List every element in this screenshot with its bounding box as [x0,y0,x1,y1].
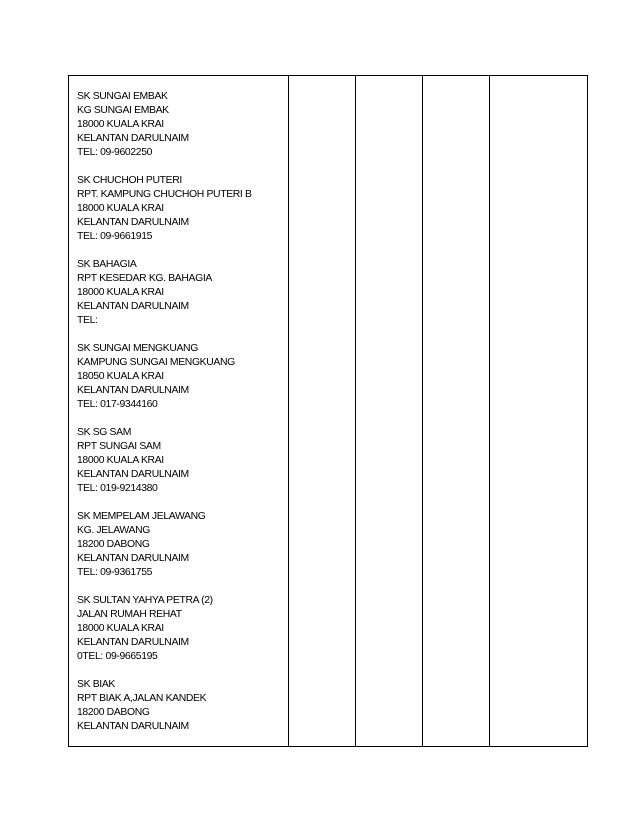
school-table [68,75,588,747]
school-entry [77,510,288,580]
school-entry [77,258,288,328]
state: KELANTAN DARULNAIM [77,385,189,396]
address-line: JALAN RUMAH REHAT [77,609,182,620]
address-line: RPT. KAMPUNG CHUCHOH PUTERI B [77,189,252,200]
address-line: RPT BIAK A,JALAN KANDEK [77,693,207,704]
postcode-city: 18000 KUALA KRAI [77,119,164,130]
state: KELANTAN DARULNAIM [77,553,189,564]
empty-cell [423,76,490,747]
phone: TEL: 019-9214380 [77,483,158,494]
address-line: KG. JELAWANG [77,525,150,536]
school-entry [77,174,288,244]
postcode-city: 18200 DABONG [77,539,150,550]
phone: TEL: 09-9602250 [77,147,153,158]
address-line: RPT SUNGAI SAM [77,441,161,452]
school-list [69,76,288,734]
school-name: SK BIAK [77,679,115,690]
postcode-city: 18000 KUALA KRAI [77,203,164,214]
state: KELANTAN DARULNAIM [77,637,189,648]
address-line: KAMPUNG SUNGAI MENGKUANG [77,357,235,368]
postcode-city: 18200 DABONG [77,707,150,718]
school-entry [77,594,288,664]
school-name: SK CHUCHOH PUTERI [77,175,182,186]
school-name: SK BAHAGIA [77,259,137,270]
empty-cell [490,76,588,747]
school-name: SK SULTAN YAHYA PETRA (2) [77,595,213,606]
table-row [69,76,588,747]
phone: TEL: 09-9661915 [77,231,153,242]
empty-cell [356,76,423,747]
school-name: SK SUNGAI MENGKUANG [77,343,198,354]
postcode-city: 18000 KUALA KRAI [77,455,164,466]
state: KELANTAN DARULNAIM [77,133,189,144]
school-entry [77,426,288,496]
school-entry [77,342,288,412]
school-name: SK SG SAM [77,427,132,438]
phone: 0TEL: 09-9665195 [77,651,158,662]
phone: TEL: 09-9361755 [77,567,153,578]
state: KELANTAN DARULNAIM [77,217,189,228]
address-line: RPT KESEDAR KG. BAHAGIA [77,273,212,284]
address-line: KG SUNGAI EMBAK [77,105,169,116]
postcode-city: 18000 KUALA KRAI [77,623,164,634]
school-name: SK SUNGAI EMBAK [77,91,168,102]
state: KELANTAN DARULNAIM [77,301,189,312]
phone: TEL: 017-9344160 [77,399,158,410]
state: KELANTAN DARULNAIM [77,721,189,732]
empty-cell [289,76,356,747]
school-entry [77,678,288,734]
phone: TEL: [77,315,98,326]
state: KELANTAN DARULNAIM [77,469,189,480]
address-cell [69,76,289,747]
school-entry [77,90,288,160]
postcode-city: 18000 KUALA KRAI [77,287,164,298]
school-name: SK MEMPELAM JELAWANG [77,511,206,522]
postcode-city: 18050 KUALA KRAI [77,371,164,382]
